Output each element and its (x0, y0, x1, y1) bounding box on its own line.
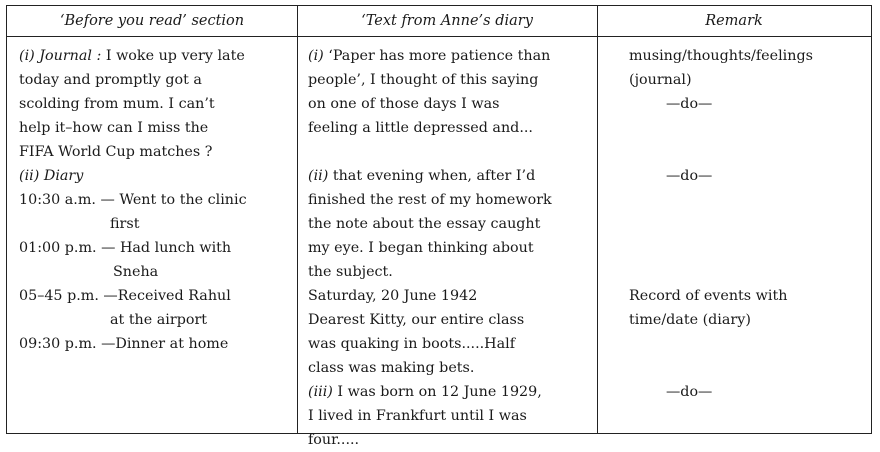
journal-line (19, 44, 294, 68)
spacer (629, 332, 869, 356)
diary-entry-continuation: Sneha (113, 264, 159, 280)
anne-part1-line (308, 44, 593, 68)
remark-ditto-3: —do— (666, 384, 713, 400)
anne-part1-text: ‘Paper has more patience than (328, 48, 551, 64)
comparison-table (6, 5, 872, 448)
remark-diary-line2: time/date (diary) (629, 312, 751, 328)
journal-marker: (i) (19, 48, 35, 64)
diary-entry-continuation: at the airport (110, 312, 208, 328)
anne-part1-line: people’, I thought of this saying (308, 72, 539, 88)
column-divider-1 (297, 6, 298, 433)
diary-heading (19, 164, 294, 188)
diary-entry (19, 236, 294, 260)
anne-part2-line: was quaking in boots.....Half (308, 336, 516, 352)
anne-part2-line: the note about the essay caught (308, 216, 541, 232)
journal-text-line: scolding from mum. I can’t (19, 96, 215, 112)
anne-part2-line (308, 164, 593, 188)
diary-entry-continuation: first (110, 216, 140, 232)
diary-entry (19, 332, 294, 356)
remark-ditto-2: —do— (666, 168, 713, 184)
anne-part3-text: I was born on 12 June 1929, (337, 384, 542, 400)
diary-label: Diary (43, 168, 84, 184)
diary-entry-text: Received Rahul (117, 288, 231, 304)
anne-diary-date: Saturday, 20 June 1942 (308, 288, 478, 304)
spacer (629, 188, 869, 212)
spacer (629, 212, 869, 236)
remark-diary-line1: Record of events with (629, 288, 788, 304)
header-before-you-read: ‘Before you read’ section (59, 13, 245, 29)
journal-text-line: FIFA World Cup matches ? (19, 144, 213, 160)
header-remark: Remark (705, 13, 763, 29)
diary-entry-time: 09:30 p.m. — (19, 336, 116, 352)
anne-part1-marker: (i) (308, 48, 324, 64)
anne-part3-marker: (iii) (308, 384, 333, 400)
anne-part3-line: I lived in Frankfurt until I was (308, 408, 527, 424)
journal-text-line: help it–how can I miss the (19, 120, 209, 136)
anne-part2-line: class was making bets. (308, 360, 475, 376)
remark-journal-line1: musing/thoughts/feelings (629, 48, 813, 64)
diary-entry-text: Dinner at home (115, 336, 229, 352)
diary-entry-time: 10:30 a.m. — (19, 192, 115, 208)
diary-entry (19, 188, 294, 212)
diary-entry-text: Had lunch with (119, 240, 232, 256)
diary-entry (19, 284, 294, 308)
anne-part2-text: that evening when, after I’d (332, 168, 536, 184)
diary-entry-time: 01:00 p.m. — (19, 240, 116, 256)
spacer (629, 356, 869, 380)
journal-text: I woke up very late (105, 48, 245, 64)
table-header-row (7, 6, 871, 37)
remark-ditto-1: —do— (666, 96, 713, 112)
anne-part2-line: the subject. (308, 264, 393, 280)
diary-entry-time: 05–45 p.m. — (19, 288, 118, 304)
journal-text-line: today and promptly got a (19, 72, 202, 88)
spacer (629, 236, 869, 260)
spacer (629, 140, 869, 164)
header-anne-diary: ‘Text from Anne’s diary (361, 13, 533, 29)
anne-part1-line: feeling a little depressed and... (308, 120, 533, 136)
remark-journal-line2: (journal) (629, 72, 692, 88)
spacer (629, 116, 869, 140)
anne-part1-line: on one of those days I was (308, 96, 500, 112)
column-divider-2 (597, 6, 598, 433)
journal-label: Journal : (39, 48, 102, 64)
cell-remark (629, 44, 869, 404)
anne-part2-line: finished the rest of my homework (308, 192, 552, 208)
spacer (308, 140, 593, 164)
anne-part2-line: Dearest Kitty, our entire class (308, 312, 525, 328)
anne-part2-line: my eye. I began thinking about (308, 240, 534, 256)
anne-part3-line (308, 380, 593, 404)
cell-anne-diary (308, 44, 593, 452)
anne-part3-line: four..... (308, 432, 360, 448)
spacer (629, 260, 869, 284)
cell-before-you-read (19, 44, 294, 356)
diary-marker: (ii) (19, 168, 40, 184)
anne-part2-marker: (ii) (308, 168, 329, 184)
diary-entry-text: Went to the clinic (119, 192, 247, 208)
